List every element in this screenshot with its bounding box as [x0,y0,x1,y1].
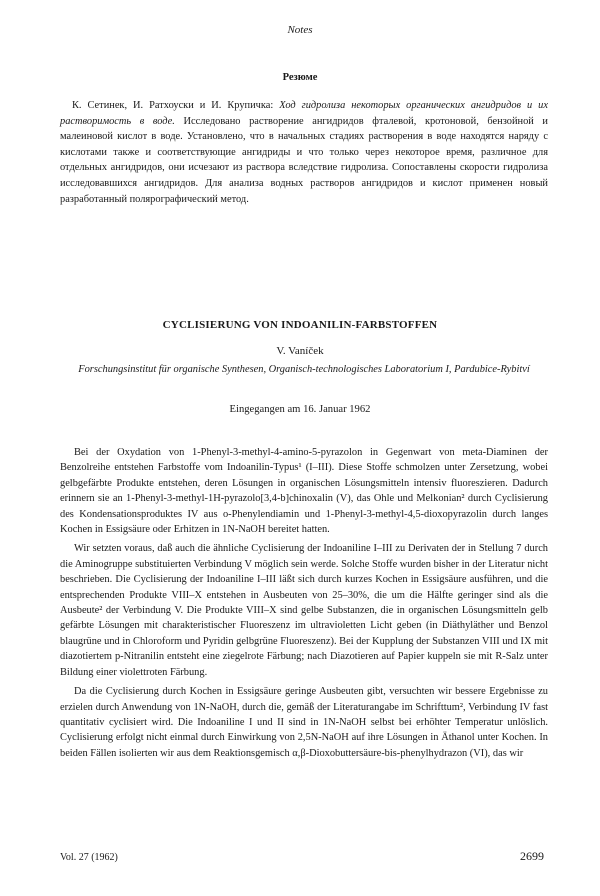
resume-heading: Резюме [282,72,318,83]
article-body [60,445,548,765]
volume-info: Vol. 27 (1962) [60,852,118,863]
resume-text [60,98,548,207]
received-date: Eingegangen am 16. Januar 1962 [229,404,371,415]
running-header: Notes [287,24,313,36]
resume-body: Исследовано растворение ангидридов фталевой, кротоновой, бензойной и малеиновой кислот в воде. Установлено, что в начальных стадиях растворения в воде находятся наряду с кислотами также и соответствующие ангидриды и что только через некоторое время, различное для отдельных ангидридов, они исчезают из раствора вследствие гидролиза. Сопоставлены скорости гидролиза исследовавшихся ангидридов. Для анализа водных растворов ангидридов и кислот применен новый разработанный полярографический метод. [60,115,548,205]
body-paragraph: Bei der Oxydation von 1-Phenyl-3-methyl-4-amino-5-pyrazolon in Gegenwart von meta-Diaminen der Benzolreihe entstehen Farbstoffe vom Indoanilin-Typus¹ (I–III). Diese Stoffe schmolzen unter Zersetzung, wobei gelbgefärbte Produkte entstehen, deren Lösungen in organischen Lösungsmitteln intensiv fluoreszieren. Dadurch erinnern sie an 1-Phenyl-3-methyl-1H-pyrazolo[3,4-b]chinoxalin (V), das Ohle und Melkonian² durch Cyclisierung des Kondensationsproduktes IV aus o-Phenylendiamin und 1-Phenyl-3-methyl-4,5-dioxopyrazolin durch langes Kochen in Essigsäure oder Erhitzen in 1N-NaOH bereitet hatten. [60,447,548,536]
article-affiliation: Forschungsinstitut für organische Synthesen, Organisch-technologisches Laboratorium I, Pardubice-Rybitví [78,364,530,375]
article-title: CYCLISIERUNG VON INDOANILIN-FARBSTOFFEN [162,319,438,331]
resume-authors: К. Сетинек, И. Ратхоуски и И. Крупичка: [72,100,274,111]
article-author: V. Vaníček [276,345,324,357]
page-number: 2699 [520,849,544,863]
body-paragraph: Wir setzten voraus, daß auch die ähnliche Cyclisierung der Indoaniline I–III zu Derivaten der in Stellung 7 durch die Aminogruppe substituierten Verbindung V möglich sein werde. Solche Stoffe wurden bisher in der Literatur nicht beschrieben. Die Cyclisierung der Indoaniline I–III läßt sich durch kurzes Kochen in Essigsäure ausführen, und die entsprechenden Produkte VIII–X entstehen in Ausbeuten von 25–30%, die um die Hälfte geringer sind als die Ausbeute² der Verbindung V. Die Produkte VIII–X sind gelbe Substanzen, die in organischen Lösungsmitteln gelb gefärbte Lösungen mit charakteristischer Fluoreszenz im ultravioletten Licht geben (in Diäthyläther und Benzol blaugrüne und in Chloroform und Pyridin gelbgrüne Fluoreszenz). Bei der Kupplung der Substanzen VIII und IX mit diazotiertem p-Nitranilin entsteht eine ziegelrote Färbung; nach Diazotieren auf Papier kuppeln sie mit R-Salz unter Bildung einer violettroten Färbung. [60,543,548,678]
resume-paper-title: Ход гидролиза некоторых органических ангидридов и их растворимость в воде. [60,100,548,127]
body-paragraph: Da die Cyclisierung durch Kochen in Essigsäure geringe Ausbeuten gibt, versuchten wir bessere Ergebnisse zu erzielen durch Anwendung von 1N-NaOH, durch die, gemäß der Literaturangabe im Schrifttum², Verbindung IV fast quantitativ cyclisiert wird. Die Indoaniline I und II sind in 1N-NaOH selbst bei erhöhter Temperatur unlöslich. Cyclisierung erfolgt nicht einmal durch Einwirkung von 2,5N-NaOH auf ihre Lösungen in Äthanol unter Kochen. In beiden Fällen isolierten wir aus dem Reaktionsgemisch α,β-Dioxobuttersäure-bis-phenylhydrazon (VI), das wir [60,686,548,759]
